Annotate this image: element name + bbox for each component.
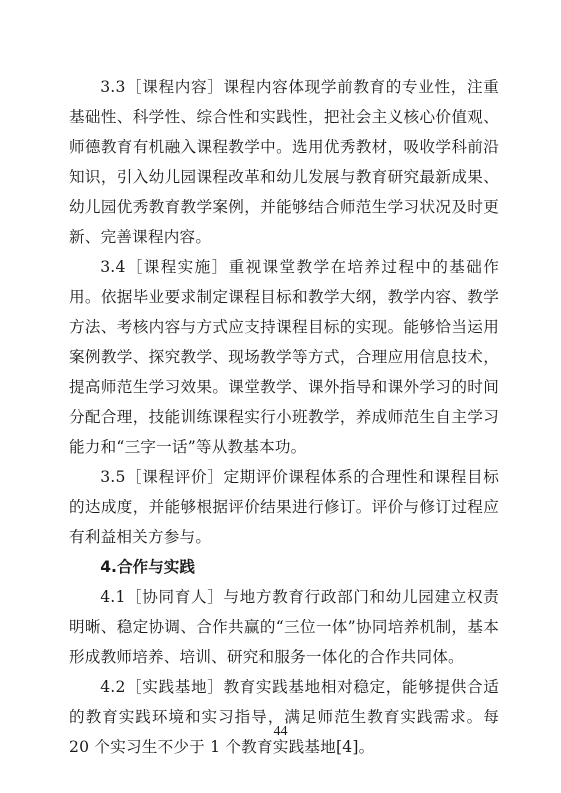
page-body [69, 72, 499, 762]
paragraph-3-4-course-implementation: 3.4［课程实施］重视课堂教学在培养过程中的基础作用。依据毕业要求制定课程目标和教学大纲，教学内容、教学方法、考核内容与方式应支持课程目标的实现。能够恰当运用案例教学、探究教学、现场教学等方式，合理应用信息技术，提高师范生学习效果。课堂教学、课外指导和课外学习的时间分配合理，技能训练课程实行小班教学，养成师范生自主学习能力和“三字一话”等从教基本功。 [69, 258, 499, 456]
section-heading: 4.合作与实践 [100, 558, 195, 576]
page-number: 44 [273, 724, 288, 739]
paragraph-4-2-practice-base: 4.2［实践基地］教育实践基地相对稳定，能够提供合适的教育实践环境和实习指导，满足师范生教育实践需求。每 20 个实习生不少于 1 个教育实践基地[4]。 [69, 678, 499, 756]
paragraph-3-5-course-evaluation: 3.5［课程评价］定期评价课程体系的合理性和课程目标的达成度，并能够根据评价结果进行修订。评价与修订过程应有利益相关方参与。 [69, 468, 499, 546]
paragraph-3-3-course-content: 3.3［课程内容］课程内容体现学前教育的专业性，注重基础性、科学性、综合性和实践性，把社会主义核心价值观、师德教育有机融入课程教学中。选用优秀教材，吸收学科前沿知识，引入幼儿园课程改革和幼儿发展与教育研究最新成果、幼儿园优秀教育教学案例，并能够结合师范生学习状况及时更新、完善课程内容。 [69, 78, 499, 246]
paragraph-4-1-collaborative-education: 4.1［协同育人］与地方教育行政部门和幼儿园建立权责明晰、稳定协调、合作共赢的“三位一体”协同培养机制，基本形成教师培养、培训、研究和服务一体化的合作共同体。 [69, 588, 499, 666]
